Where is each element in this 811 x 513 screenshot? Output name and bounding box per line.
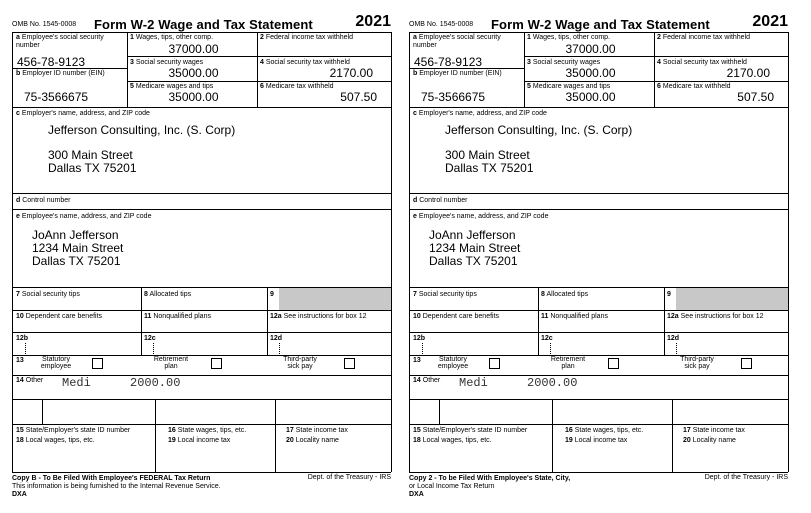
box12d-label: 12d (667, 335, 680, 342)
retirement-checkbox[interactable] (211, 358, 222, 369)
box9-label: 9 (270, 291, 274, 298)
employee-name: JoAnn Jefferson (429, 228, 516, 242)
retirement-checkbox[interactable] (608, 358, 619, 369)
box1-label: 1 Wages, tips, other comp. (130, 34, 214, 41)
box9-shade (676, 288, 788, 310)
box1-value: 37000.00 (168, 42, 219, 56)
employer-street: 300 Main Street (445, 148, 530, 162)
box9-shade (279, 288, 391, 310)
box8-label: 8 Allocated tips (144, 291, 192, 298)
box14-desc: Medi (459, 376, 488, 390)
box20-label: 20 Locality name (286, 437, 339, 444)
sickpay-checkbox[interactable] (344, 358, 355, 369)
box5-value: 35000.00 (168, 90, 219, 104)
omb-number: OMB No. 1545-0008 (409, 21, 474, 28)
box10-label: 10 Dependent care benefits (413, 313, 500, 320)
statutory-checkbox[interactable] (489, 358, 500, 369)
box12c-label: 12c (541, 335, 553, 342)
box5-label: 5 Medicare wages and tips (527, 83, 611, 90)
box-d-label: d Control number (413, 197, 468, 204)
ssn-value: 456-78-9123 (17, 55, 86, 69)
w2-form-copy-2 (409, 0, 790, 513)
sickpay-label: Third-party sick pay (680, 356, 714, 370)
box4-value: 2170.00 (726, 66, 770, 80)
box9-label: 9 (667, 291, 671, 298)
box4-label: 4 Social security tax withheld (260, 59, 350, 66)
box12b-label: 12b (16, 335, 29, 342)
box20-label: 20 Locality name (683, 437, 736, 444)
box2-label: 2 Federal income tax withheld (657, 34, 751, 41)
box19-label: 19 Local income tax (168, 437, 231, 444)
copy-line3: DXA (12, 491, 27, 498)
box8-label: 8 Allocated tips (541, 291, 589, 298)
box7-label: 7 Social security tips (413, 291, 477, 298)
box6-label: 6 Medicare tax withheld (260, 83, 334, 90)
box16-label: 16 State wages, tips, etc. (168, 427, 247, 434)
box4-value: 2170.00 (329, 66, 373, 80)
treasury-label: Dept. of the Treasury - IRS (307, 474, 391, 481)
box12c-label: 12c (144, 335, 156, 342)
box11-label: 11 Nonqualified plans (144, 313, 211, 320)
statutory-label: Statutory employee (437, 356, 469, 370)
box-b-label: b Employer ID number (EIN) (16, 70, 105, 77)
treasury-label: Dept. of the Treasury - IRS (704, 474, 788, 481)
box13-label: 13 (413, 357, 421, 364)
ssn-value: 456-78-9123 (414, 55, 483, 69)
box1-value: 37000.00 (565, 42, 616, 56)
statutory-label: Statutory employee (40, 356, 72, 370)
box17-label: 17 State income tax (286, 427, 348, 434)
ein-value: 75-3566675 (421, 90, 486, 104)
box13-label: 13 (16, 357, 24, 364)
box-b-label: b Employer ID number (EIN) (413, 70, 502, 77)
box5-label: 5 Medicare wages and tips (130, 83, 214, 90)
form-year: 2021 (752, 13, 788, 30)
box15-label: 15 State/Employer's state ID number (16, 427, 131, 434)
employee-city: Dallas TX 75201 (429, 254, 518, 268)
box3-value: 35000.00 (565, 66, 616, 80)
box3-label: 3 Social security wages (527, 59, 601, 66)
employer-name: Jefferson Consulting, Inc. (S. Corp) (445, 123, 633, 137)
box16-label: 16 State wages, tips, etc. (565, 427, 644, 434)
box19-label: 19 Local income tax (565, 437, 628, 444)
form-year: 2021 (355, 13, 391, 30)
box14-label: 14 Other (413, 377, 441, 384)
box4-label: 4 Social security tax withheld (657, 59, 747, 66)
box12d-label: 12d (270, 335, 283, 342)
box6-label: 6 Medicare tax withheld (657, 83, 731, 90)
box-d-label: d Control number (16, 197, 71, 204)
w2-form-copy-b (12, 0, 393, 513)
box10-label: 10 Dependent care benefits (16, 313, 103, 320)
employer-city: Dallas TX 75201 (445, 161, 534, 175)
employer-name: Jefferson Consulting, Inc. (S. Corp) (48, 123, 236, 137)
box-c-label: c Employer's name, address, and ZIP code (413, 110, 547, 117)
sickpay-checkbox[interactable] (741, 358, 752, 369)
box14-desc: Medi (62, 376, 91, 390)
box17-label: 17 State income tax (683, 427, 745, 434)
box2-label: 2 Federal income tax withheld (260, 34, 354, 41)
box18-label: 18 Local wages, tips, etc. (413, 437, 492, 444)
ein-value: 75-3566675 (24, 90, 89, 104)
employer-city: Dallas TX 75201 (48, 161, 137, 175)
box-a-label: a Employee's social security number (413, 34, 501, 49)
box3-label: 3 Social security wages (130, 59, 204, 66)
box6-value: 507.50 (340, 90, 377, 104)
box-a-label: a Employee's social security number (16, 34, 104, 49)
retirement-label: Retirement plan (153, 356, 189, 370)
box14-amount: 2000.00 (130, 376, 181, 390)
employee-name: JoAnn Jefferson (32, 228, 119, 242)
copy-line2: or Local Income Tax Return (409, 483, 495, 490)
statutory-checkbox[interactable] (92, 358, 103, 369)
box11-label: 11 Nonqualified plans (541, 313, 608, 320)
box18-label: 18 Local wages, tips, etc. (16, 437, 95, 444)
box-e-label: e Employee's name, address, and ZIP code (16, 213, 152, 220)
form-title: Form W-2 Wage and Tax Statement (491, 17, 710, 32)
copy-line1: Copy 2 - To be Filed With Employee's State, City, (409, 475, 571, 482)
form-title: Form W-2 Wage and Tax Statement (94, 17, 313, 32)
box7-label: 7 Social security tips (16, 291, 80, 298)
copy-line2: This information is being furnished to the Internal Revenue Service. (12, 483, 221, 490)
copy-line1: Copy B - To Be Filed With Employee's FEDERAL Tax Return (12, 475, 211, 482)
box15-label: 15 State/Employer's state ID number (413, 427, 528, 434)
box14-label: 14 Other (16, 377, 44, 384)
box-e-label: e Employee's name, address, and ZIP code (413, 213, 549, 220)
box12a-label: 12a See instructions for box 12 (667, 313, 764, 320)
employee-street: 1234 Main Street (32, 241, 124, 255)
box1-label: 1 Wages, tips, other comp. (527, 34, 611, 41)
copy-line3: DXA (409, 491, 424, 498)
box14-amount: 2000.00 (527, 376, 578, 390)
box5-value: 35000.00 (565, 90, 616, 104)
box6-value: 507.50 (737, 90, 774, 104)
employer-street: 300 Main Street (48, 148, 133, 162)
sickpay-label: Third-party sick pay (283, 356, 317, 370)
box-c-label: c Employer's name, address, and ZIP code (16, 110, 150, 117)
retirement-label: Retirement plan (550, 356, 586, 370)
omb-number: OMB No. 1545-0008 (12, 21, 77, 28)
employee-street: 1234 Main Street (429, 241, 521, 255)
employee-city: Dallas TX 75201 (32, 254, 121, 268)
box12b-label: 12b (413, 335, 426, 342)
box3-value: 35000.00 (168, 66, 219, 80)
box12a-label: 12a See instructions for box 12 (270, 313, 367, 320)
